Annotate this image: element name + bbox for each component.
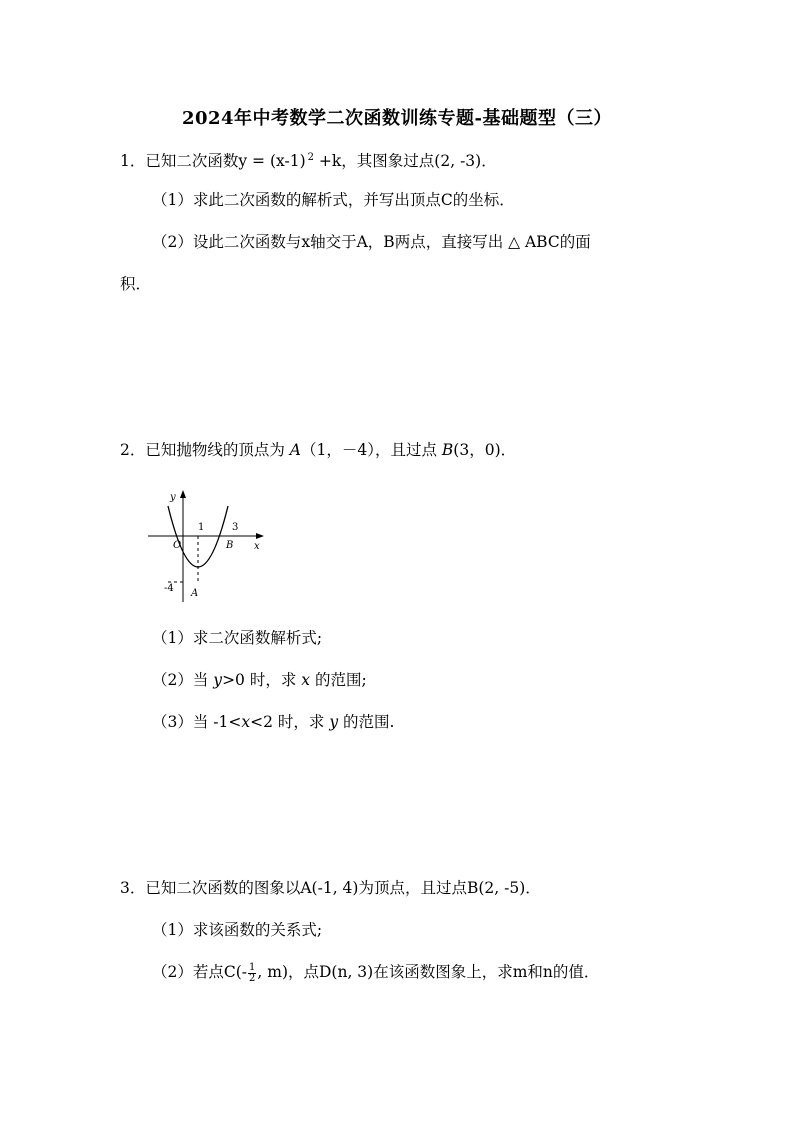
q2-p2-a: （2）当 [152, 671, 214, 689]
y-axis-label: y [170, 492, 176, 503]
question-3-stem: 3．已知二次函数的图象以A(-1, 4)为顶点，且过点B(2, -5)． [120, 879, 541, 897]
tick-label-neg4: -4 [164, 583, 174, 594]
tick-label-3: 3 [232, 522, 239, 533]
fraction-one-half [248, 963, 256, 984]
question-3-part-1: （1）求该函数的关系式; [152, 921, 323, 939]
q2-point-b: B [441, 441, 454, 459]
q2-stem-a: 2．已知抛物线的顶点为 [120, 441, 290, 459]
question-2-part-2 [152, 670, 367, 690]
question-2-part-1: （1）求二次函数解析式; [152, 629, 323, 647]
q1-exponent: 2 [307, 152, 314, 163]
q2-p3-b: <2 时，求 [250, 713, 330, 731]
q2-p2-b: >0 时，求 [222, 671, 302, 689]
q2-p3-a: （3）当 -1< [152, 713, 242, 731]
fraction-numerator: 1 [249, 961, 256, 973]
question-1-part-2: （2）设此二次函数与x轴交于A，B两点，直接写出 △ ABC的面 [152, 233, 591, 251]
q2-p3-c: 的范围. [338, 713, 395, 731]
q2-p2-x: x [301, 671, 311, 689]
q2-point-a: A [289, 441, 301, 459]
question-1-part-2-cont: 积． [120, 275, 152, 293]
q2-stem-b: （1，－4），且过点 [301, 441, 442, 459]
point-b-label: B [226, 540, 234, 551]
question-3-part-2 [152, 962, 599, 984]
q3-p2-b: , m)，点D(n, 3)在该函数图象上，求m和n的值． [257, 963, 600, 981]
question-2-part-3 [152, 712, 394, 732]
x-axis-arrow [256, 533, 264, 539]
question-1-stem [120, 148, 497, 171]
q1-stem-pre: 1．已知二次函数y = (x-1) [120, 152, 306, 170]
q2-p2-c: 的范围; [310, 671, 367, 689]
q1-stem-post: +k，其图象过点(2, -3)． [314, 152, 497, 170]
x-axis-label: x [254, 541, 260, 552]
parabola-figure [148, 486, 270, 606]
question-1-part-1: （1）求此二次函数的解析式，并写出顶点C的坐标． [152, 191, 515, 209]
q2-p3-y: y [329, 713, 339, 731]
question-2-stem [120, 440, 516, 460]
q2-stem-c: (3，0)． [453, 441, 517, 459]
q3-p2-a: （2）若点C(- [152, 963, 248, 981]
q2-p2-y: y [213, 671, 223, 689]
y-axis-arrow [180, 490, 186, 498]
origin-label: O [173, 540, 182, 551]
q2-p3-x: x [241, 713, 251, 731]
fraction-denominator: 2 [249, 972, 256, 984]
tick-label-1: 1 [198, 522, 205, 533]
page-title: 2024年中考数学二次函数训练专题-基础题型（三） [181, 108, 613, 129]
point-a-label: A [191, 588, 199, 599]
